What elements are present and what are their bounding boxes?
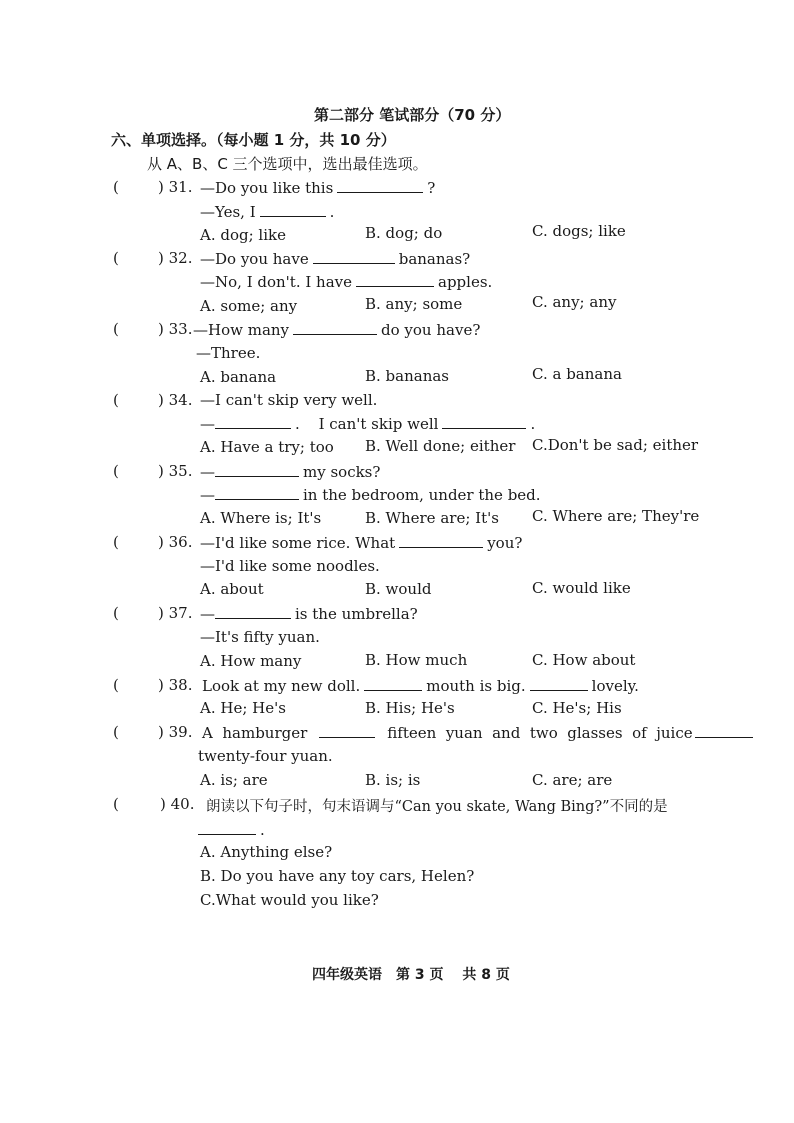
option-b: B. Do you have any toy cars, Helen? xyxy=(200,867,475,885)
question-line-1 xyxy=(200,178,435,197)
option-b: B. Well done; either xyxy=(365,437,516,455)
question-line-2 xyxy=(200,557,380,575)
option-b: B. is; is xyxy=(365,771,421,789)
answer-blank[interactable] xyxy=(364,676,422,691)
option-c: C.Don't be sad; either xyxy=(532,436,699,454)
option-a: A. Have a try; too xyxy=(200,438,334,456)
question-text: — xyxy=(200,605,215,623)
option-b: B. bananas xyxy=(365,367,450,385)
question-text: . xyxy=(329,203,335,221)
question-text: A hamburger xyxy=(202,724,308,742)
question-text: . xyxy=(295,415,300,433)
answer-paren: ( xyxy=(113,795,119,813)
question-number: ) 36. xyxy=(158,533,193,551)
option-c: C. Where are; They're xyxy=(532,507,700,525)
page-title: 第二部分 笔试部分（70 分） xyxy=(314,106,511,124)
question-text: mouth is big. xyxy=(426,677,526,695)
option-c: C. are; are xyxy=(532,771,613,789)
option-b: B. Where are; It's xyxy=(365,509,499,527)
question-text: —I'd like some noodles. xyxy=(200,557,380,575)
option-a: A. dog; like xyxy=(200,226,286,244)
option-c: C. dogs; like xyxy=(532,222,626,240)
question-number: ) 34. xyxy=(158,391,193,409)
question-number: ) 38. xyxy=(158,676,193,694)
question-line-2 xyxy=(198,820,265,839)
answer-paren: ( xyxy=(113,676,119,694)
answer-blank[interactable] xyxy=(356,272,434,287)
answer-paren: ( xyxy=(113,178,119,196)
option-b: B. dog; do xyxy=(365,224,443,242)
answer-paren: ( xyxy=(113,320,119,338)
question-line-2 xyxy=(200,272,492,291)
question-number: ) 33. xyxy=(158,320,193,338)
question-text: — xyxy=(200,486,215,504)
question-line-2 xyxy=(198,747,333,765)
answer-blank[interactable] xyxy=(198,820,256,835)
question-line-2 xyxy=(200,485,541,504)
option-b: B. any; some xyxy=(365,295,463,313)
answer-blank[interactable] xyxy=(215,462,299,477)
page-footer: 四年级英语 第 3 页 共 8 页 xyxy=(312,967,510,983)
answer-blank[interactable] xyxy=(530,676,588,691)
answer-blank[interactable] xyxy=(442,414,526,429)
question-text: —How many xyxy=(193,321,290,339)
option-b: B. How much xyxy=(365,651,468,669)
option-a: A. He; He's xyxy=(200,699,286,717)
option-c: C. He's; His xyxy=(532,699,622,717)
question-text: . xyxy=(530,415,536,433)
question-text: —It's fifty yuan. xyxy=(200,628,320,646)
question-text: lovely. xyxy=(591,677,639,695)
answer-paren: ( xyxy=(113,391,119,409)
question-line-1 xyxy=(193,320,480,339)
question-text: —I'd like some rice. What xyxy=(200,534,396,552)
answer-blank[interactable] xyxy=(399,533,483,548)
answer-paren: ( xyxy=(113,533,119,551)
question-text: is the umbrella? xyxy=(295,605,418,623)
answer-blank[interactable] xyxy=(313,249,395,264)
question-number: ) 40. xyxy=(160,795,195,813)
question-text: —Do you have xyxy=(200,250,309,268)
question-text: bananas? xyxy=(398,250,471,268)
question-line-1 xyxy=(200,462,380,481)
option-a: A. some; any xyxy=(200,297,298,315)
option-a: A. is; are xyxy=(200,771,268,789)
question-text: I can't skip well xyxy=(318,415,439,433)
question-text: twenty-four yuan. xyxy=(198,747,333,765)
question-line-2 xyxy=(196,344,260,362)
option-a: A. banana xyxy=(200,368,277,386)
question-text: in the bedroom, under the bed. xyxy=(303,486,541,504)
question-text: — xyxy=(200,463,215,481)
question-text: —Yes, I xyxy=(200,203,256,221)
question-text: my socks? xyxy=(303,463,381,481)
answer-blank[interactable] xyxy=(215,485,299,500)
answer-blank[interactable] xyxy=(695,723,753,738)
question-text: you? xyxy=(487,534,523,552)
answer-blank[interactable] xyxy=(260,202,326,217)
question-number: ) 39. xyxy=(158,723,193,741)
option-c: C. any; any xyxy=(532,293,617,311)
question-number: ) 35. xyxy=(158,462,193,480)
option-c: C. How about xyxy=(532,651,636,669)
question-number: ) 32. xyxy=(158,249,193,267)
option-b: B. His; He's xyxy=(365,699,455,717)
question-text: apples. xyxy=(438,273,493,291)
question-text: — xyxy=(200,415,215,433)
option-a: A. about xyxy=(200,580,264,598)
question-text: —Three. xyxy=(196,344,261,362)
question-line-2 xyxy=(200,202,334,221)
answer-paren: ( xyxy=(113,249,119,267)
question-text: 朗读以下句子时，句末语调与“Can you skate, Wang Bing?”不同的是 xyxy=(206,799,668,815)
option-c: C. a banana xyxy=(532,365,622,383)
answer-blank[interactable] xyxy=(215,414,291,429)
question-text: —No, I don't. I have xyxy=(200,273,353,291)
answer-paren: ( xyxy=(113,723,119,741)
option-a: A. Anything else? xyxy=(200,843,333,861)
answer-blank[interactable] xyxy=(293,320,377,335)
question-text: . xyxy=(260,821,265,839)
option-a: A. How many xyxy=(200,652,302,670)
answer-paren: ( xyxy=(113,462,119,480)
option-c: C. would like xyxy=(532,579,631,597)
answer-blank[interactable] xyxy=(215,604,291,619)
question-line-1 xyxy=(200,533,522,552)
option-a: A. Where is; It's xyxy=(200,509,322,527)
question-line-1 xyxy=(200,604,418,623)
question-line-1 xyxy=(202,676,639,695)
question-text: ? xyxy=(427,179,436,197)
answer-paren: ( xyxy=(113,604,119,622)
option-b: B. would xyxy=(365,580,432,598)
instruction: 从 A、B、C 三个选项中，选出最佳选项。 xyxy=(147,155,428,173)
section-title: 六、单项选择。（每小题 1 分，共 10 分） xyxy=(111,131,396,149)
question-text: do you have? xyxy=(381,321,481,339)
question-text: fifteen yuan and two glasses of juice xyxy=(387,724,693,742)
question-line-2 xyxy=(200,628,320,646)
question-line-1 xyxy=(206,795,668,816)
question-text: —I can't skip very well. xyxy=(200,391,378,409)
question-text: —Do you like this xyxy=(200,179,334,197)
question-line-2 xyxy=(200,414,535,433)
question-number: ) 31. xyxy=(158,178,193,196)
question-number: ) 37. xyxy=(158,604,193,622)
answer-blank[interactable] xyxy=(337,178,423,193)
question-line-1 xyxy=(200,249,470,268)
question-text: Look at my new doll. xyxy=(202,677,361,695)
option-c: C.What would you like? xyxy=(200,891,379,909)
question-line-1 xyxy=(202,723,757,742)
answer-blank[interactable] xyxy=(319,723,375,738)
question-line-1 xyxy=(200,391,377,409)
